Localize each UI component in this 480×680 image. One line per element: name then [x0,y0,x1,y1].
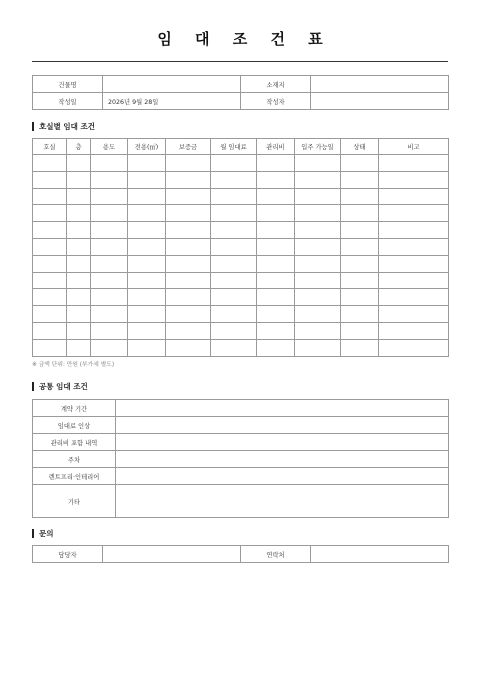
unit-cell[interactable] [211,272,257,289]
unit-cell[interactable] [33,155,67,172]
unit-cell[interactable] [33,339,67,356]
unit-cell[interactable] [379,339,449,356]
date-label: 작성일 [33,93,103,110]
unit-row [33,322,449,339]
unit-cell[interactable] [166,205,211,222]
column-header: 보증금 [166,139,211,155]
unit-cell[interactable] [91,238,128,255]
unit-cell[interactable] [295,272,341,289]
unit-cell[interactable] [33,238,67,255]
unit-cell[interactable] [211,155,257,172]
manager-field[interactable] [103,546,241,563]
unit-cell[interactable] [211,289,257,306]
unit-cell[interactable] [379,238,449,255]
unit-cell[interactable] [379,272,449,289]
common-term-label: 계약 기간 [33,400,116,417]
author-field[interactable] [311,93,449,110]
unit-cell[interactable] [128,205,166,222]
units-header-row [33,139,449,155]
unit-cell[interactable] [33,306,67,323]
section-marker [32,382,34,391]
common-term-label: 렌트프리·인테리어 [33,468,116,485]
unit-cell[interactable] [211,188,257,205]
common-term-row [33,485,449,518]
common-term-row [33,468,449,485]
column-header: 호실 [33,139,67,155]
unit-cell[interactable] [166,238,211,255]
unit-cell[interactable] [166,171,211,188]
common-section-heading [32,380,88,392]
unit-cell[interactable] [257,205,295,222]
unit-row [33,238,449,255]
common-term-label: 관리비 포함 내역 [33,434,116,451]
section-marker [32,529,34,538]
units-section-title: 호실별 임대 조건 [39,121,95,131]
unit-cell[interactable] [91,188,128,205]
common-section-title: 공통 임대 조건 [39,381,88,391]
contact-table [32,545,449,563]
unit-cell[interactable] [341,322,379,339]
column-header: 전용(㎡) [128,139,166,155]
unit-cell[interactable] [211,222,257,239]
unit-cell[interactable] [128,222,166,239]
unit-cell[interactable] [257,289,295,306]
unit-cell[interactable] [128,322,166,339]
unit-cell[interactable] [295,155,341,172]
unit-cell[interactable] [379,255,449,272]
common-term-row [33,434,449,451]
unit-cell[interactable] [295,205,341,222]
common-term-label: 기타 [33,485,116,518]
common-term-field[interactable] [116,485,449,518]
units-table [32,138,449,357]
unit-cell[interactable] [379,306,449,323]
unit-cell[interactable] [166,188,211,205]
unit-cell[interactable] [211,339,257,356]
contact-section-heading [32,527,54,539]
unit-cell[interactable] [67,272,91,289]
unit-cell[interactable] [91,272,128,289]
unit-cell[interactable] [33,222,67,239]
unit-cell[interactable] [211,255,257,272]
unit-cell[interactable] [91,322,128,339]
common-term-field[interactable] [116,417,449,434]
unit-row [33,171,449,188]
unit-cell[interactable] [257,272,295,289]
unit-cell[interactable] [295,322,341,339]
unit-cell[interactable] [67,306,91,323]
common-term-field[interactable] [116,468,449,485]
unit-row [33,255,449,272]
unit-cell[interactable] [295,339,341,356]
unit-cell[interactable] [128,155,166,172]
column-header: 관리비 [257,139,295,155]
unit-cell[interactable] [211,171,257,188]
common-terms-table [32,399,449,518]
unit-cell[interactable] [341,222,379,239]
info-row [33,93,449,110]
column-header: 상태 [341,139,379,155]
unit-cell[interactable] [33,205,67,222]
amount-unit-note: ※ 금액 단위: 만원 (부가세 별도) [32,362,115,368]
unit-cell[interactable] [295,238,341,255]
unit-cell[interactable] [166,222,211,239]
unit-cell[interactable] [128,255,166,272]
title-divider [32,61,448,62]
unit-cell[interactable] [379,322,449,339]
common-term-field[interactable] [116,434,449,451]
unit-row [33,222,449,239]
unit-row [33,289,449,306]
author-label: 작성자 [241,93,311,110]
unit-cell[interactable] [67,155,91,172]
contact-section-title: 문의 [39,528,54,538]
unit-cell[interactable] [379,188,449,205]
units-section-heading [32,120,95,132]
unit-cell[interactable] [128,306,166,323]
info-table [32,75,449,110]
unit-cell[interactable] [295,255,341,272]
unit-cell[interactable] [341,272,379,289]
unit-cell[interactable] [211,306,257,323]
unit-cell[interactable] [67,339,91,356]
unit-cell[interactable] [166,289,211,306]
unit-row [33,205,449,222]
unit-cell[interactable] [91,171,128,188]
unit-row [33,306,449,323]
unit-cell[interactable] [341,188,379,205]
unit-cell[interactable] [91,205,128,222]
unit-cell[interactable] [91,222,128,239]
unit-cell[interactable] [341,339,379,356]
unit-row [33,272,449,289]
common-term-field[interactable] [116,451,449,468]
unit-cell[interactable] [257,322,295,339]
unit-cell[interactable] [379,289,449,306]
unit-cell[interactable] [91,306,128,323]
common-term-field[interactable] [116,400,449,417]
unit-cell[interactable] [341,155,379,172]
unit-cell[interactable] [67,171,91,188]
common-term-row [33,400,449,417]
unit-cell[interactable] [67,289,91,306]
unit-cell[interactable] [257,188,295,205]
column-header: 용도 [91,139,128,155]
unit-cell[interactable] [211,238,257,255]
unit-cell[interactable] [295,222,341,239]
unit-cell[interactable] [295,171,341,188]
manager-label: 담당자 [33,546,103,563]
info-row [33,76,449,93]
building-name-label: 건물명 [33,76,103,93]
common-term-row [33,451,449,468]
contact-row [33,546,449,563]
unit-cell[interactable] [257,155,295,172]
unit-cell[interactable] [91,289,128,306]
unit-row [33,155,449,172]
unit-cell[interactable] [341,306,379,323]
unit-cell[interactable] [33,171,67,188]
unit-cell[interactable] [166,272,211,289]
unit-cell[interactable] [166,339,211,356]
unit-cell[interactable] [67,238,91,255]
unit-cell[interactable] [379,155,449,172]
unit-cell[interactable] [379,205,449,222]
phone-label: 연락처 [241,546,311,563]
unit-cell[interactable] [128,171,166,188]
unit-cell[interactable] [67,322,91,339]
unit-cell[interactable] [341,171,379,188]
unit-cell[interactable] [67,205,91,222]
column-header: 월 임대료 [211,139,257,155]
unit-cell[interactable] [67,255,91,272]
unit-cell[interactable] [341,238,379,255]
unit-cell[interactable] [257,222,295,239]
unit-cell[interactable] [379,222,449,239]
unit-cell[interactable] [257,238,295,255]
unit-cell[interactable] [128,289,166,306]
unit-cell[interactable] [128,339,166,356]
unit-cell[interactable] [91,339,128,356]
document-title: 임 대 조 건 표 [157,30,332,48]
common-term-label: 주차 [33,451,116,468]
unit-cell[interactable] [341,255,379,272]
unit-cell[interactable] [257,339,295,356]
unit-cell[interactable] [166,322,211,339]
unit-row [33,339,449,356]
unit-cell[interactable] [67,222,91,239]
unit-cell[interactable] [379,171,449,188]
unit-cell[interactable] [295,289,341,306]
unit-cell[interactable] [166,255,211,272]
unit-cell[interactable] [91,255,128,272]
unit-row [33,188,449,205]
unit-cell[interactable] [166,306,211,323]
unit-cell[interactable] [33,255,67,272]
unit-cell[interactable] [128,188,166,205]
unit-cell[interactable] [33,188,67,205]
unit-cell[interactable] [33,289,67,306]
unit-cell[interactable] [257,171,295,188]
address-label: 소재지 [241,76,311,93]
section-marker [32,122,34,131]
column-header: 층 [67,139,91,155]
column-header: 입주 가능일 [295,139,341,155]
unit-cell[interactable] [257,255,295,272]
date-field[interactable]: 2026년 9월 28일 [103,93,241,110]
unit-cell[interactable] [128,272,166,289]
unit-cell[interactable] [33,322,67,339]
unit-cell[interactable] [341,289,379,306]
address-field[interactable] [311,76,449,93]
unit-cell[interactable] [33,272,67,289]
unit-cell[interactable] [91,155,128,172]
common-term-label: 임대료 인상 [33,417,116,434]
common-term-row [33,417,449,434]
unit-cell[interactable] [67,188,91,205]
unit-cell[interactable] [166,155,211,172]
unit-cell[interactable] [295,188,341,205]
unit-cell[interactable] [211,205,257,222]
unit-cell[interactable] [341,205,379,222]
unit-cell[interactable] [257,306,295,323]
phone-field[interactable] [311,546,449,563]
building-name-field[interactable] [103,76,241,93]
unit-cell[interactable] [211,322,257,339]
column-header: 비고 [379,139,449,155]
unit-cell[interactable] [295,306,341,323]
unit-cell[interactable] [128,238,166,255]
